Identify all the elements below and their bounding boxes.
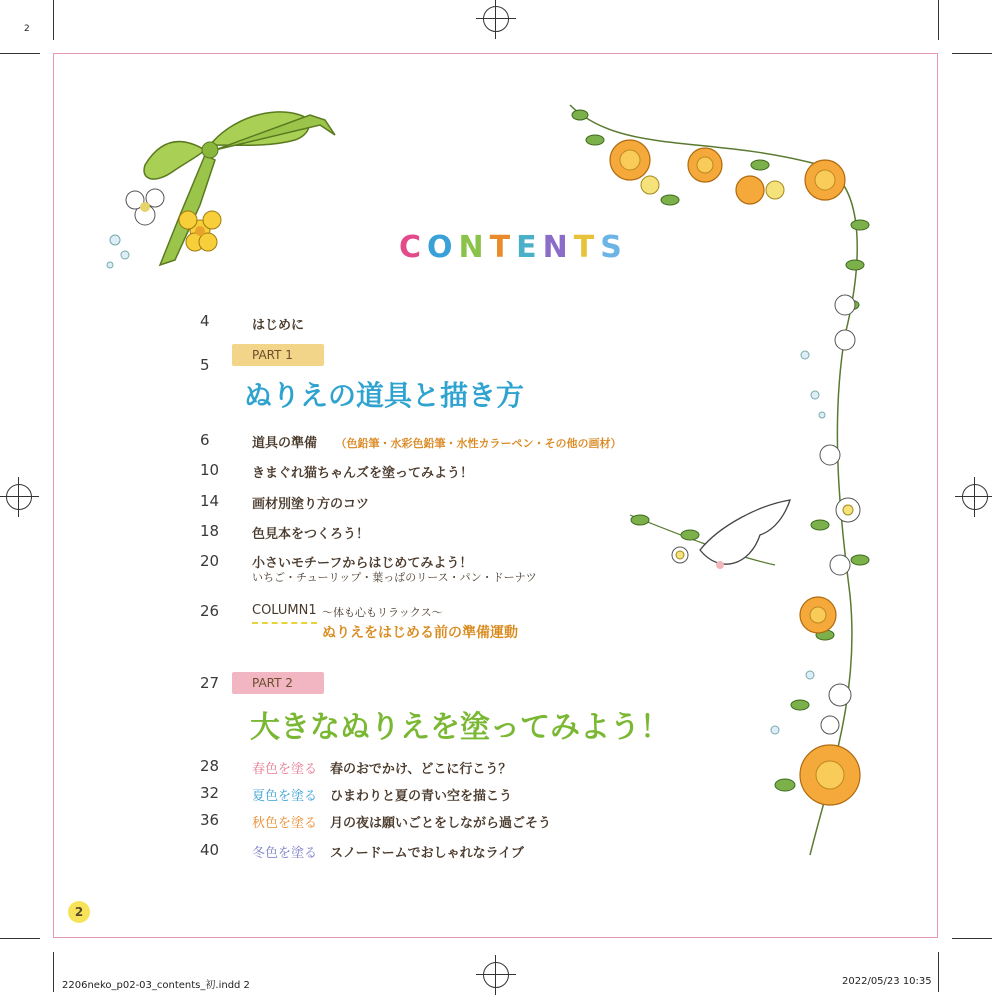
title-letter: S	[600, 230, 628, 265]
page-number-entry: 4	[200, 312, 210, 330]
column-title: ぬりえをはじめる前の準備運動	[322, 625, 518, 641]
registration-mark-icon	[6, 484, 32, 510]
toc-entry: 色見本をつくろう！	[252, 527, 370, 542]
page-number-entry: 36	[200, 811, 220, 829]
part-tape-label: PART 2	[232, 672, 324, 694]
toc-entry-subtitle: （色鉛筆・水彩色鉛筆・水性カラーペン・その他の画材）	[335, 437, 622, 450]
page-number-badge	[68, 901, 90, 923]
toc-entry	[252, 432, 622, 451]
toc-entry: ひまわりと夏の青い空を描こう	[330, 789, 513, 804]
toc-entry: 画材別塗り方のコツ	[252, 497, 370, 512]
toc-entry: 春のおでかけ、どこに行こう？	[330, 762, 512, 777]
page-title	[399, 230, 628, 265]
ribbon-illustration	[100, 95, 350, 295]
title-letter: N	[542, 230, 574, 265]
column-subtitle: 〜体も心もリラックス〜	[322, 606, 443, 619]
flower-vine-illustration	[560, 95, 890, 865]
toc-entry-subtitle: いちご・チューリップ・葉っぱのリース・パン・ドーナツ	[252, 571, 537, 584]
title-letter: T	[573, 230, 601, 265]
season-label: 冬色を塗る	[252, 846, 318, 861]
registration-mark-icon	[483, 6, 509, 32]
toc-entry-label: 道具の準備	[252, 436, 318, 451]
season-label: 春色を塗る	[252, 762, 318, 777]
toc-entry: 月の夜は願いごとをしながら過ごそう	[330, 816, 552, 831]
part-heading: ぬりえの道具と描き方	[244, 379, 525, 412]
crop-mark	[53, 0, 54, 40]
crop-mark	[53, 952, 54, 992]
title-letter: O	[427, 230, 459, 265]
crop-mark	[0, 53, 40, 54]
corner-mark: 2	[24, 24, 30, 34]
toc-entry: スノードームでおしゃれなライブ	[330, 846, 524, 861]
page-number-entry: 32	[200, 784, 220, 802]
crop-mark	[0, 938, 40, 939]
page-number-entry: 10	[200, 461, 220, 479]
toc-entry: 小さいモチーフからはじめてみよう！	[252, 556, 473, 571]
crop-mark	[952, 53, 992, 54]
crop-mark	[938, 952, 939, 992]
page-number-entry: 28	[200, 757, 220, 775]
crop-mark	[952, 938, 992, 939]
season-label: 秋色を塗る	[252, 816, 318, 831]
page-number-entry: 18	[200, 522, 220, 540]
page-number-entry: 5	[200, 356, 210, 374]
toc-entry: きまぐれ猫ちゃんズを塗ってみよう！	[252, 466, 474, 481]
page-number-entry: 6	[200, 431, 210, 449]
registration-mark-icon	[962, 484, 988, 510]
footer-file-info: 2206neko_p02-03_contents_初.indd 2	[62, 980, 250, 991]
page-number-entry: 27	[200, 674, 220, 692]
toc-entry-intro: はじめに	[252, 318, 305, 333]
part-heading: 大きなぬりえを塗ってみよう！	[250, 710, 670, 745]
title-letter: N	[458, 230, 490, 265]
part-tape-label: PART 1	[232, 344, 324, 366]
page-number-entry: 40	[200, 841, 220, 859]
page-number-entry: 20	[200, 552, 220, 570]
title-letter: E	[516, 230, 543, 265]
title-letter: C	[399, 230, 428, 265]
crop-mark	[938, 0, 939, 40]
column-tag: COLUMN1	[252, 603, 317, 624]
registration-mark-icon	[483, 962, 509, 988]
page-number-entry: 26	[200, 602, 220, 620]
page-number-entry: 14	[200, 492, 220, 510]
season-label: 夏色を塗る	[252, 789, 318, 804]
footer-timestamp: 2022/05/23 10:35	[842, 976, 932, 987]
title-letter: T	[489, 230, 517, 265]
page-number-label: 2	[74, 905, 84, 919]
